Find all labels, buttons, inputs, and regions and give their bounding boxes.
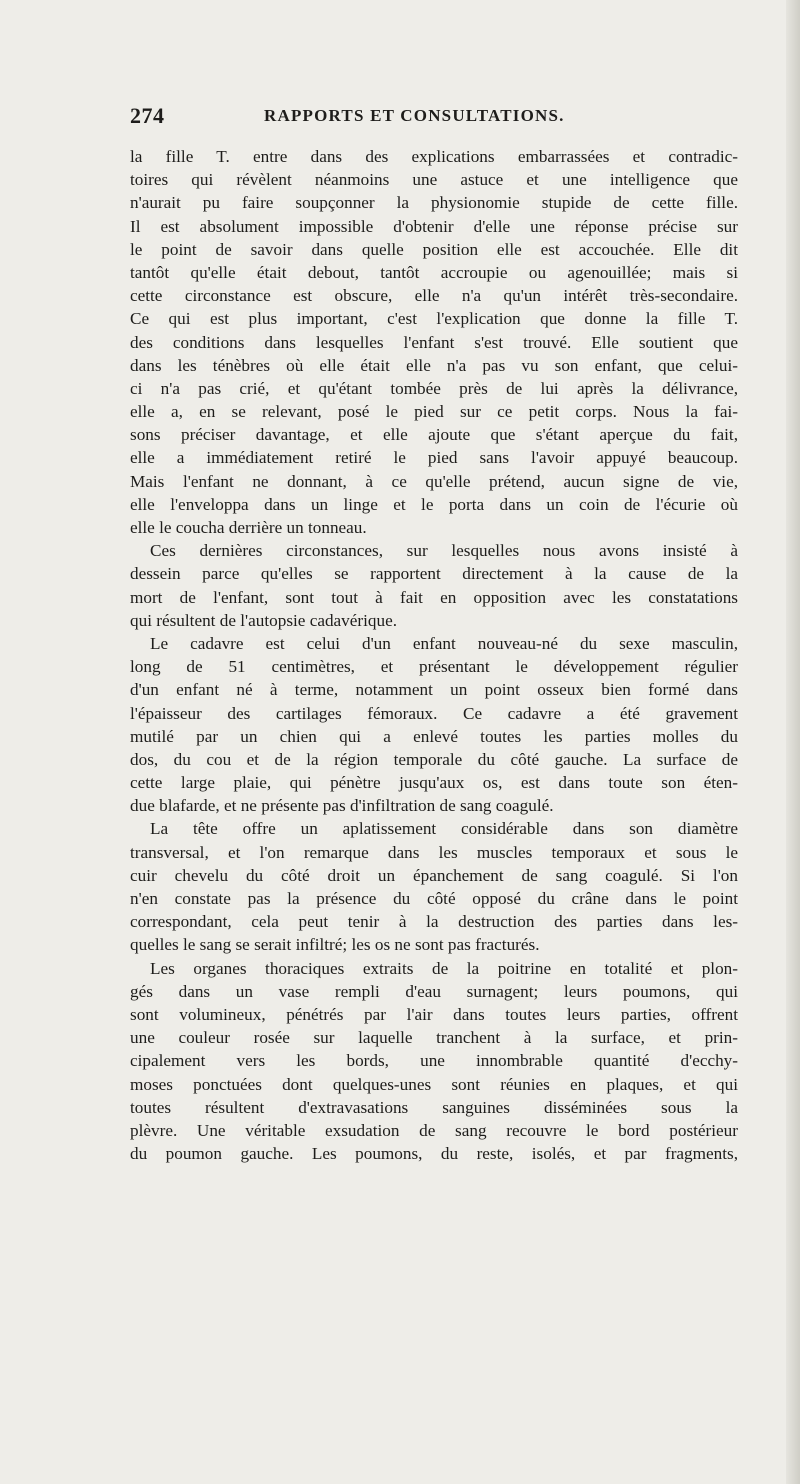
text-line: n'en constate pas la présence du côté opposé du crâne dans le point [130, 889, 738, 908]
page-edge-shadow [786, 0, 800, 1484]
text-line: Ce qui est plus important, c'est l'explication que donne la fille T. [130, 309, 738, 329]
text-line: gés dans un vase rempli d'eau surnagent; leurs poumons, qui [130, 981, 738, 1001]
text-line: dos, du cou et de la région temporale du côté gauche. La surface de [130, 749, 738, 769]
running-head: RAPPORTS ET CONSULTATIONS. [264, 106, 565, 125]
text-line: mutilé par un chien qui a enlevé toutes les parties molles du [130, 726, 738, 746]
text-line: elle l'enveloppa dans un linge et le porta dans un coin de l'écurie où [130, 494, 738, 514]
text-line: une couleur rosée sur laquelle tranchent à la surface, et prin- [130, 1028, 738, 1048]
text-line: moses ponctuées dont quelques-unes sont réunies en plaques, et qui [130, 1074, 738, 1094]
text-line: plèvre. Une véritable exsudation de sang recouvre le bord postérieur [130, 1120, 738, 1140]
page-number: 274 [130, 103, 165, 128]
text-line: correspondant, cela peut tenir à la destruction des parties dans les- [130, 912, 738, 932]
text-line: cipalement vers les bords, une innombrable quantité d'ecchy- [130, 1051, 738, 1071]
text-line: dessein parce qu'elles se rapportent directement à la cause de la [130, 564, 738, 584]
text-line: la fille T. entre dans des explications embarrassées et contradic- [130, 147, 738, 166]
text-line: des conditions dans lesquelles l'enfant s'est trouvé. Elle soutient que [130, 332, 738, 352]
text-line: elle a immédiatement retiré le pied sans l'avoir appuyé beaucoup. [130, 448, 738, 468]
text-line: mort de l'enfant, sont tout à fait en opposition avec les constatations [130, 587, 738, 607]
text-line: d'un enfant né à terme, notamment un point osseux bien formé dans [130, 680, 738, 700]
text-line: cette large plaie, qui pénètre jusqu'aux os, est dans toute son éten- [130, 773, 738, 793]
text-line: le point de savoir dans quelle position elle est accouchée. Elle dit [130, 239, 738, 259]
text-line: n'aurait pu faire soupçonner la physionomie stupide de cette fille. [130, 193, 738, 213]
text-line: sons préciser davantage, et elle ajoute que s'étant aperçue du fait, [130, 425, 738, 445]
text-line: qui résultent de l'autopsie cadavérique. [130, 610, 398, 630]
text-line: toutes résultent d'extravasations sanguines disséminées sous la [130, 1097, 738, 1117]
text-line: cette circonstance est obscure, elle n'a qu'un intérêt très-secondaire. [130, 286, 738, 306]
page-header [130, 103, 730, 133]
text-line: elle a, en se relevant, posé le pied sur ce petit corps. Nous la fai- [130, 402, 738, 422]
text-line: Les organes thoraciques extraits de la poitrine en totalité et plon- [150, 958, 738, 978]
text-line: cuir chevelu du côté droit un épanchement de sang coagulé. Si l'on [130, 865, 738, 885]
text-line: dans les ténèbres où elle était elle n'a pas vu son enfant, que celui- [130, 355, 738, 375]
text-line: du poumon gauche. Les poumons, du reste, isolés, et par fragments, [130, 1144, 738, 1164]
text-line: Il est absolument impossible d'obtenir d'elle une réponse précise sur [130, 216, 738, 236]
text-line: due blafarde, et ne présente pas d'infiltration de sang coagulé. [130, 796, 554, 816]
text-line: toires qui révèlent néanmoins une astuce et une intelligence que [130, 170, 738, 190]
text-line: Mais l'enfant ne donnant, à ce qu'elle prétend, aucun signe de vie, [130, 471, 738, 491]
text-line: Ces dernières circonstances, sur lesquelles nous avons insisté à [150, 541, 738, 561]
text-line: tantôt qu'elle était debout, tantôt accroupie ou agenouillée; mais si [130, 262, 738, 282]
text-line: transversal, et l'on remarque dans les muscles temporaux et sous le [130, 842, 738, 862]
text-line: sont volumineux, pénétrés par l'air dans toutes leurs parties, offrent [130, 1004, 738, 1024]
text-line: long de 51 centimètres, et présentant le développement régulier [130, 657, 738, 677]
text-line: Le cadavre est celui d'un enfant nouveau-né du sexe masculin, [150, 633, 738, 653]
text-line: La tête offre un aplatissement considérable dans son diamètre [150, 819, 738, 839]
text-line: quelles le sang se serait infiltré; les os ne sont pas fracturés. [130, 935, 540, 955]
text-line: elle le coucha derrière un tonneau. [130, 518, 367, 537]
text-line: l'épaisseur des cartilages fémoraux. Ce cadavre a été gravement [130, 703, 738, 723]
text-line: ci n'a pas crié, et qu'étant tombée près de lui après la délivrance, [130, 378, 738, 398]
body-text [130, 145, 738, 1165]
